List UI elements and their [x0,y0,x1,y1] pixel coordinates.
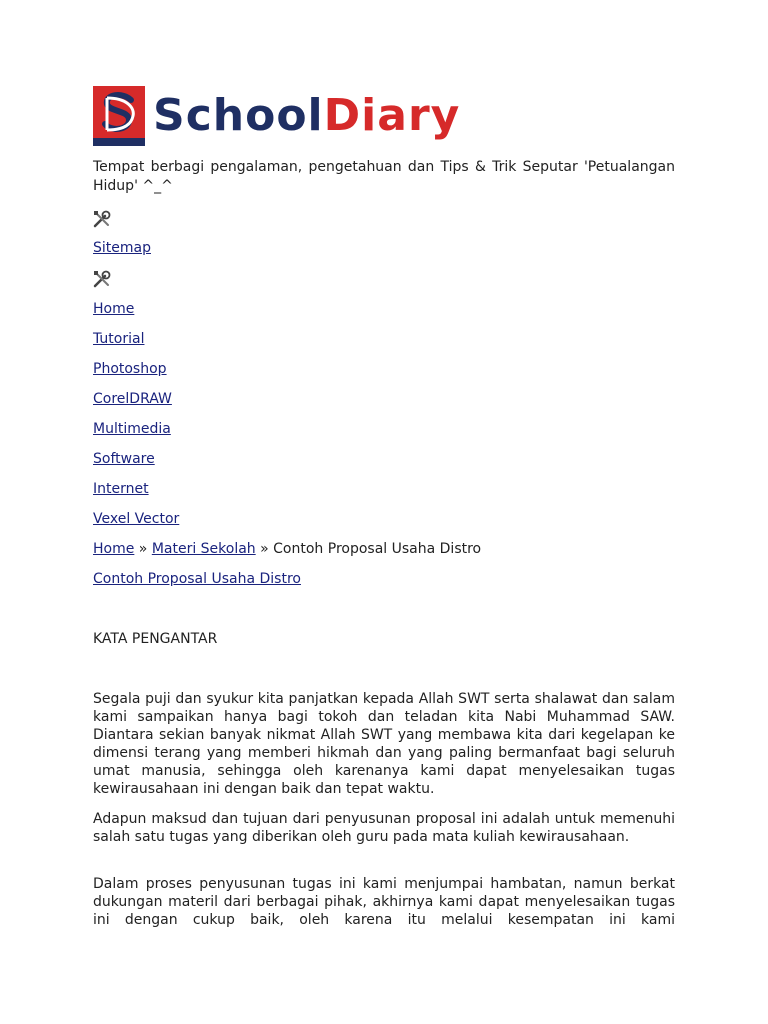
article-paragraph: Dalam proses penyusunan tugas ini kami menjumpai hambatan, namun berkat dukungan materil dari berbagai pihak, akhirnya kami dapat menyelesaikan tugas ini dengan cukup baik, oleh karena itu melalui kesempatan ini kami [93,876,675,928]
logo-word-diary: Diary [323,90,461,141]
logo-emblem-icon [93,86,145,146]
nav-sitemap[interactable]: Sitemap [93,240,151,256]
nav-item-tutorial[interactable]: Tutorial [93,331,145,347]
nav-item-vexel-vector[interactable]: Vexel Vector [93,511,180,527]
site-logo[interactable] [93,86,460,146]
nav-item-internet[interactable]: Internet [93,481,149,497]
tools-icon [93,210,111,228]
section-heading: KATA PENGANTAR [93,631,218,647]
nav-item-software[interactable]: Software [93,451,155,467]
breadcrumb-category[interactable]: Materi Sekolah [151,541,256,557]
nav-item-multimedia[interactable]: Multimedia [93,421,171,437]
breadcrumb [93,540,481,558]
logo-word-school: School [153,90,324,141]
article-paragraph: Adapun maksud dan tujuan dari penyusunan proposal ini adalah untuk memenuhi salah satu tugas yang diberikan oleh guru pada mata kuliah kewirausahaan. [93,811,675,845]
nav-item-coreldraw[interactable]: CorelDRAW [93,391,172,407]
breadcrumb-home[interactable]: Home [93,541,135,557]
article-paragraph-container [93,875,675,929]
site-tagline: Tempat berbagi pengalaman, pengetahuan dan Tips & Trik Seputar 'Petualangan Hidup' ^_^ [93,159,675,194]
logo-wordmark [153,86,460,146]
nav-item-photoshop[interactable]: Photoshop [93,361,167,377]
breadcrumb-separator: » [134,541,152,557]
nav-item-home[interactable]: Home [93,301,135,317]
breadcrumb-current: Contoh Proposal Usaha Distro [273,541,482,557]
article-paragraph: Segala puji dan syukur kita panjatkan kepada Allah SWT serta shalawat dan salam kami sampaikan hanya bagi tokoh dan teladan kita Nabi Muhammad SAW. Diantara sekian banyak nikmat Allah SWT yang membawa kita dari kegelapan ke dimensi terang yang memberi hikmah dan yang paling bermanfaat bagi seluruh umat manusia, sehingga oleh karenanya kami dapat menyelesaikan tugas kewirausahaan ini dengan baik dan tepat waktu. [93,691,675,797]
article-title-link[interactable]: Contoh Proposal Usaha Distro [93,571,301,587]
breadcrumb-separator: » [255,541,274,557]
tools-icon [93,270,111,288]
